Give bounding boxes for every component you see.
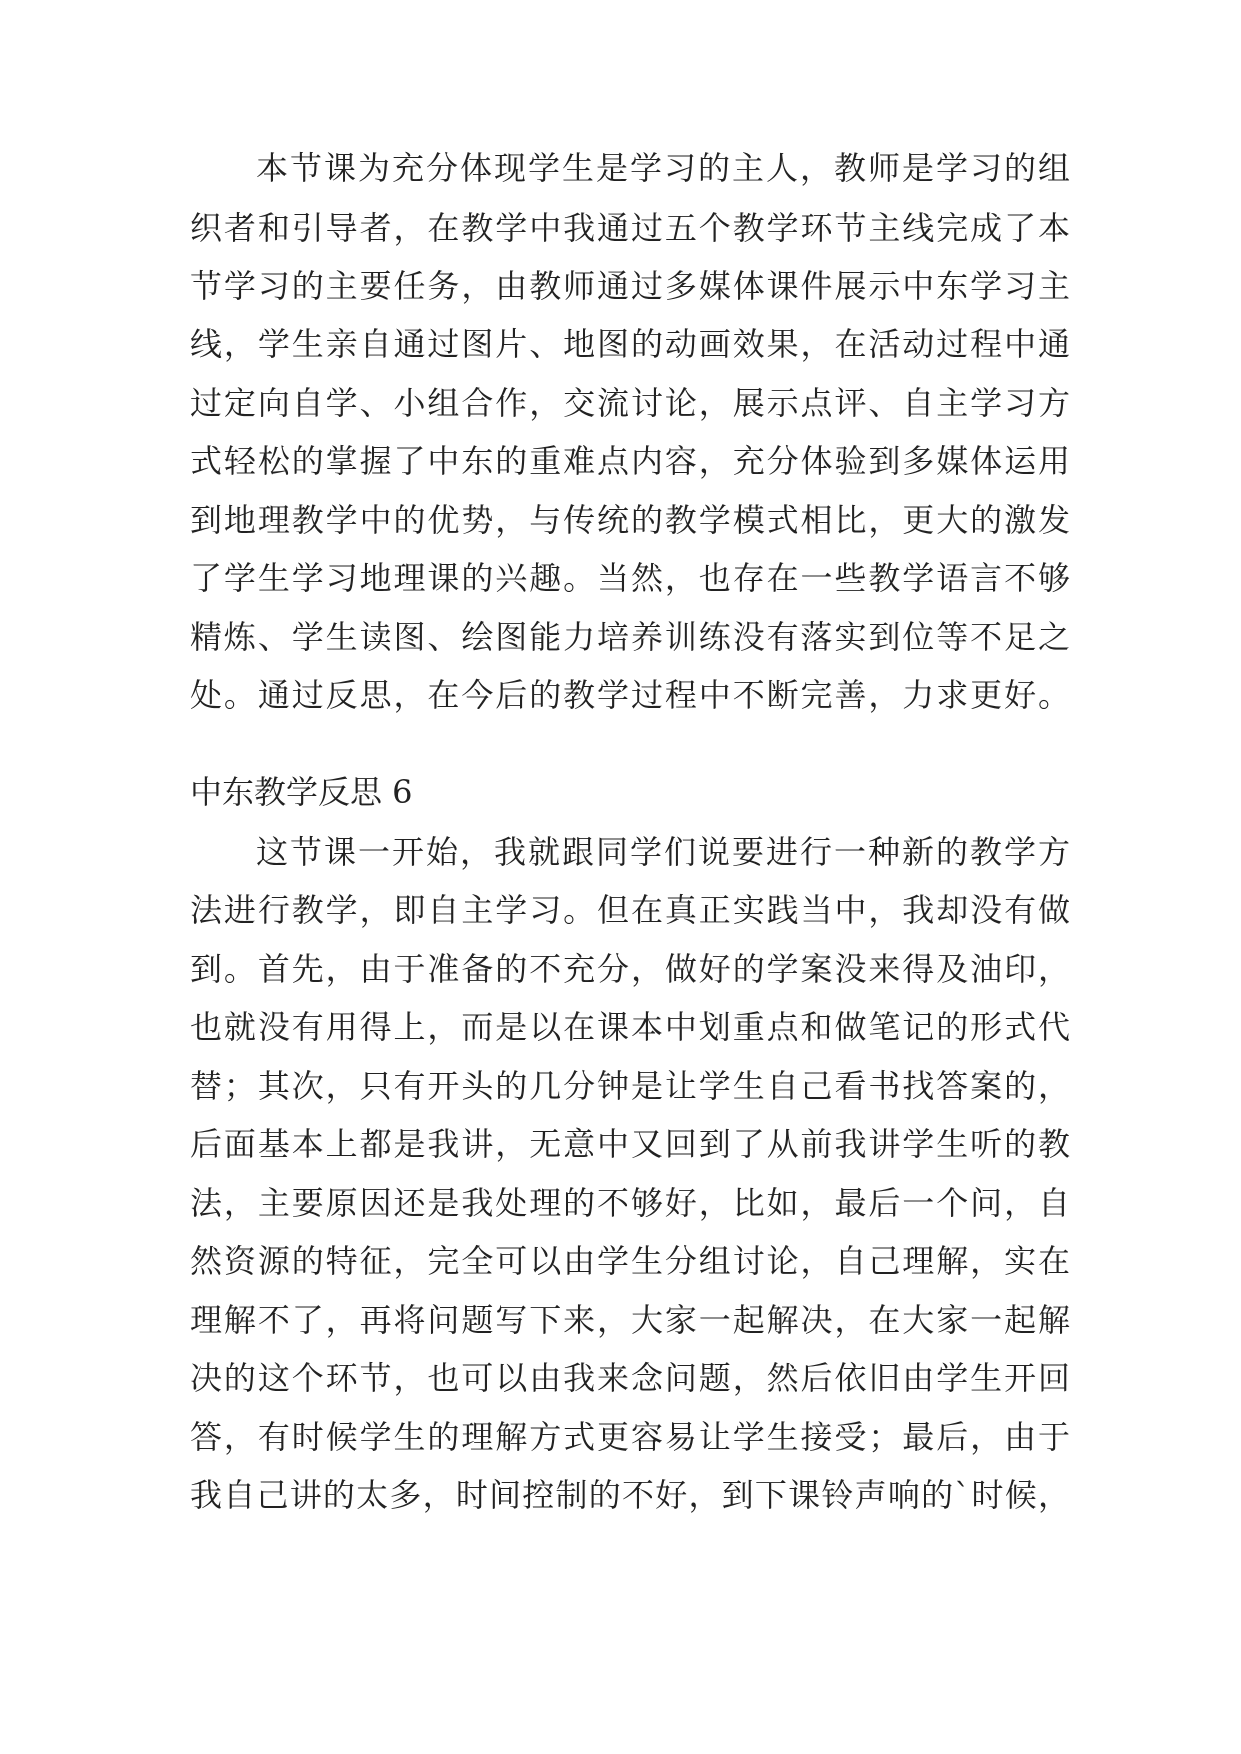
paragraph-line: 到。首先，由于准备的不充分，做好的学案没来得及油印， <box>190 950 1070 988</box>
paragraph-line: 式轻松的掌握了中东的重难点内容，充分体验到多媒体运用 <box>190 442 1070 480</box>
paragraph-line: 到地理教学中的优势，与传统的教学模式相比，更大的激发 <box>190 501 1070 539</box>
paragraph-line: 法，主要原因还是我处理的不够好，比如，最后一个问，自 <box>190 1184 1070 1222</box>
paragraph-line: 线，学生亲自通过图片、地图的动画效果，在活动过程中通 <box>190 325 1070 363</box>
paragraph-line: 答，有时候学生的理解方式更容易让学生接受；最后，由于 <box>190 1418 1070 1456</box>
paragraph-line: 处。通过反思，在今后的教学过程中不断完善，力求更好。 <box>190 676 1070 714</box>
section-title: 中东教学反思 6 <box>190 773 413 811</box>
paragraph-line: 过定向自学、小组合作，交流讨论，展示点评、自主学习方 <box>190 384 1070 422</box>
paragraph-line: 精炼、学生读图、绘图能力培养训练没有落实到位等不足之 <box>190 618 1070 656</box>
paragraph-line: 后面基本上都是我讲，无意中又回到了从前我讲学生听的教 <box>190 1125 1070 1163</box>
paragraph-line: 决的这个环节，也可以由我来念问题，然后依旧由学生开回 <box>190 1359 1070 1397</box>
paragraph-line: 织者和引导者，在教学中我通过五个教学环节主线完成了本 <box>190 209 1070 247</box>
paragraph-line: 也就没有用得上，而是以在课本中划重点和做笔记的形式代 <box>190 1008 1070 1046</box>
paragraph-line: 节学习的主要任务，由教师通过多媒体课件展示中东学习主 <box>190 267 1070 305</box>
paragraph-line: 然资源的特征，完全可以由学生分组讨论，自己理解，实在 <box>190 1242 1070 1280</box>
paragraph-line: 替；其次，只有开头的几分钟是让学生自己看书找答案的， <box>190 1067 1070 1105</box>
paragraph-line: 这节课一开始，我就跟同学们说要进行一种新的教学方 <box>256 833 1070 871</box>
paragraph-line: 我自己讲的太多，时间控制的不好，到下课铃声响的`时候， <box>190 1476 1070 1514</box>
paragraph-line: 本节课为充分体现学生是学习的主人，教师是学习的组 <box>256 149 1070 187</box>
paragraph-line: 了学生学习地理课的兴趣。当然，也存在一些教学语言不够 <box>190 559 1070 597</box>
paragraph-line: 理解不了，再将问题写下来，大家一起解决，在大家一起解 <box>190 1301 1070 1339</box>
paragraph-line: 法进行教学，即自主学习。但在真正实践当中，我却没有做 <box>190 891 1070 929</box>
